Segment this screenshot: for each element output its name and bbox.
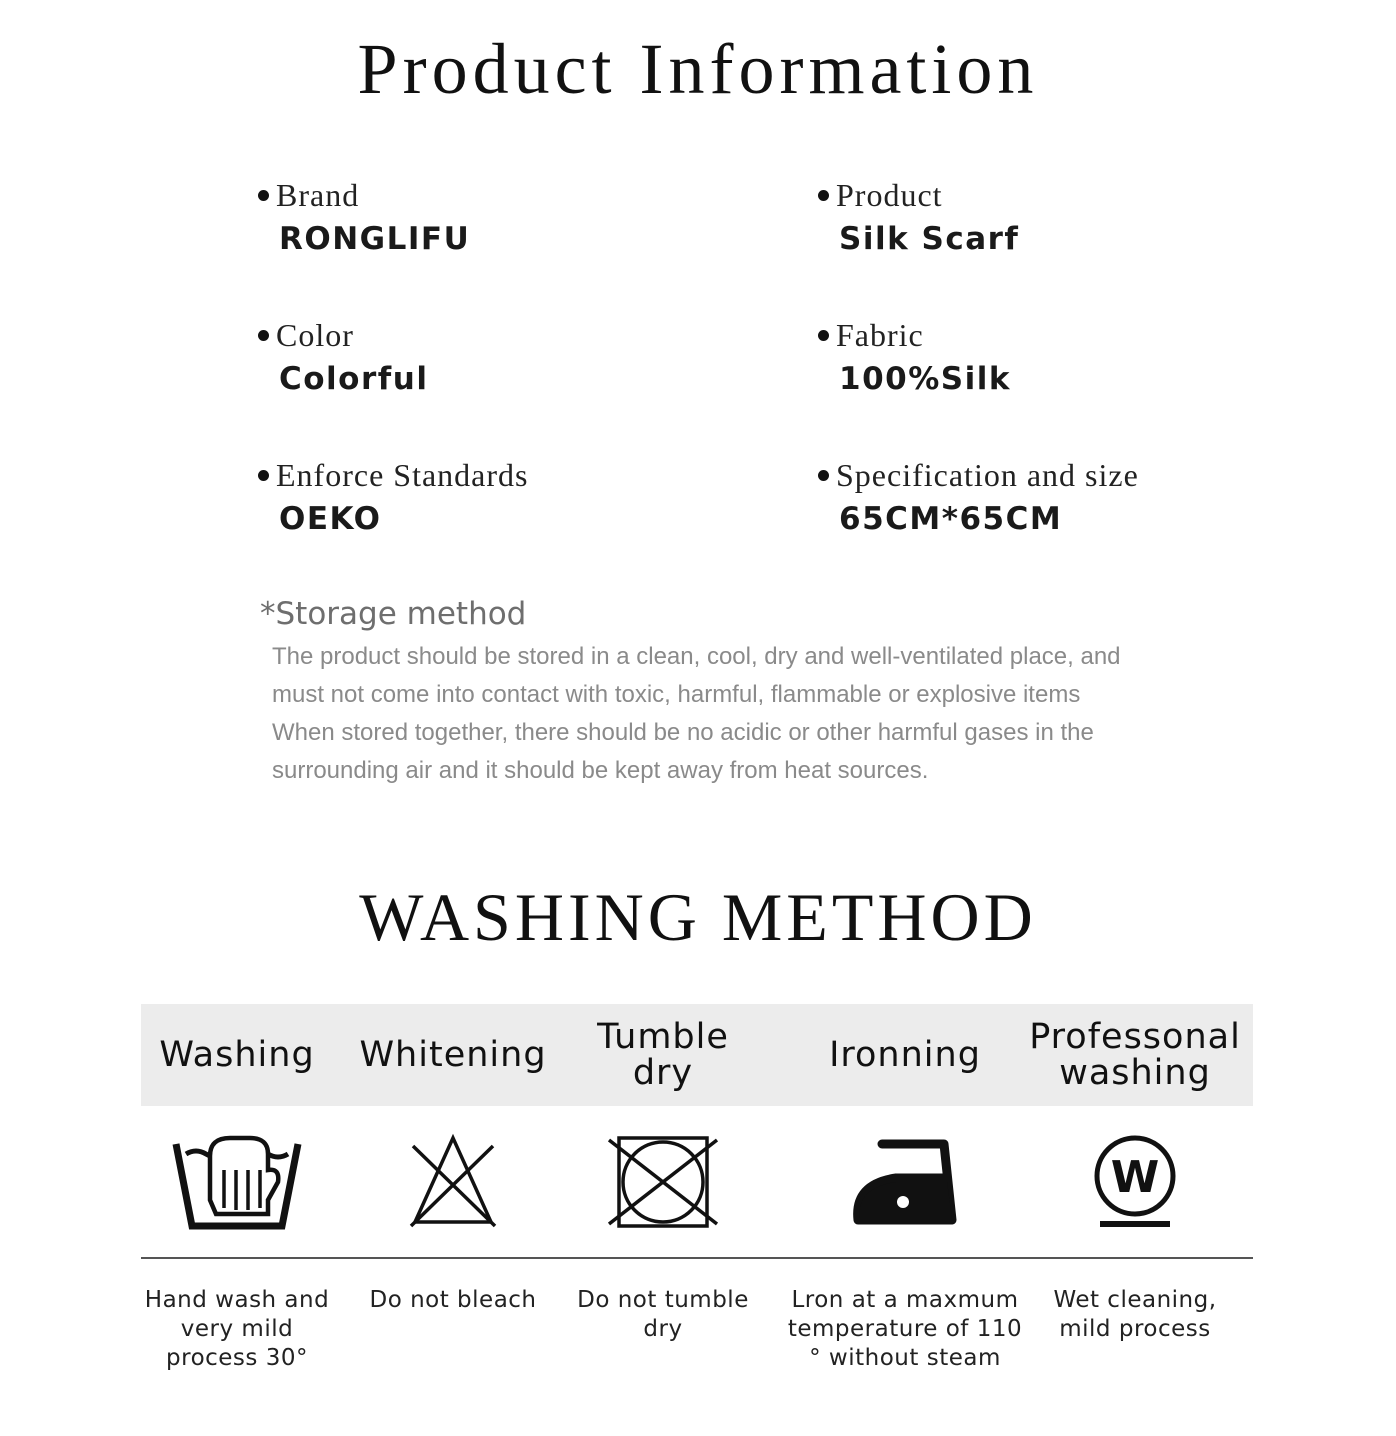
storage-title: *Storage method <box>260 596 527 632</box>
info-label: Brand <box>276 177 360 213</box>
info-label: Product <box>836 177 943 213</box>
hand-wash-icon <box>172 1128 302 1232</box>
do-not-bleach-icon <box>405 1128 501 1232</box>
info-brand <box>258 177 778 259</box>
column-description: Do not bleach <box>369 1287 537 1313</box>
bullet-icon <box>258 190 269 201</box>
info-fabric <box>818 317 1338 399</box>
info-label: Color <box>276 317 354 353</box>
storage-line: When stored together, there should be no acidic or other harmful gases in the <box>272 719 1094 746</box>
info-label: Enforce Standards <box>276 457 529 493</box>
column-description: Do not tumble dry <box>577 1287 749 1342</box>
washing-title: WASHING METHOD <box>359 879 1037 955</box>
info-value: OEKO <box>279 501 382 537</box>
bullet-icon <box>258 330 269 341</box>
do-not-tumble-dry-icon <box>605 1128 721 1232</box>
divider <box>141 1257 1253 1259</box>
bullet-icon <box>818 190 829 201</box>
bullet-icon <box>818 330 829 341</box>
column-heading: Washing <box>159 1035 315 1075</box>
info-size <box>818 457 1338 539</box>
info-label: Fabric <box>836 317 924 353</box>
info-color <box>258 317 778 399</box>
storage-line: must not come into contact with toxic, harmful, flammable or explosive items <box>272 681 1081 708</box>
wet-cleaning-icon <box>1090 1128 1180 1232</box>
info-value: 100%Silk <box>839 361 1011 397</box>
column-heading: Ironning <box>829 1035 981 1075</box>
storage-line: The product should be stored in a clean, cool, dry and well-ventilated place, and <box>272 643 1121 670</box>
iron-icon <box>848 1128 962 1232</box>
bullet-icon <box>818 470 829 481</box>
info-value: RONGLIFU <box>279 221 471 257</box>
info-value: 65CM*65CM <box>839 501 1063 537</box>
column-heading: Tumble dry <box>597 1017 729 1093</box>
info-standards <box>258 457 778 539</box>
column-description: Wet cleaning, mild process <box>1053 1287 1217 1342</box>
column-description: Lron at a maxmum temperature of 110 ° without steam <box>787 1287 1023 1371</box>
info-value: Silk Scarf <box>839 221 1020 257</box>
storage-line: surrounding air and it should be kept away from heat sources. <box>272 757 929 784</box>
column-heading: Professonal washing <box>1029 1017 1241 1093</box>
bullet-icon <box>258 470 269 481</box>
page-title: Product Information <box>357 29 1039 109</box>
column-description: Hand wash and very mild process 30° <box>144 1287 330 1371</box>
info-value: Colorful <box>279 361 429 397</box>
storage-text <box>272 638 1222 790</box>
wet-cleaning-letter: W <box>1110 1152 1160 1203</box>
info-label: Specification and size <box>836 457 1139 493</box>
column-heading: Whitening <box>359 1035 547 1075</box>
info-product <box>818 177 1338 259</box>
